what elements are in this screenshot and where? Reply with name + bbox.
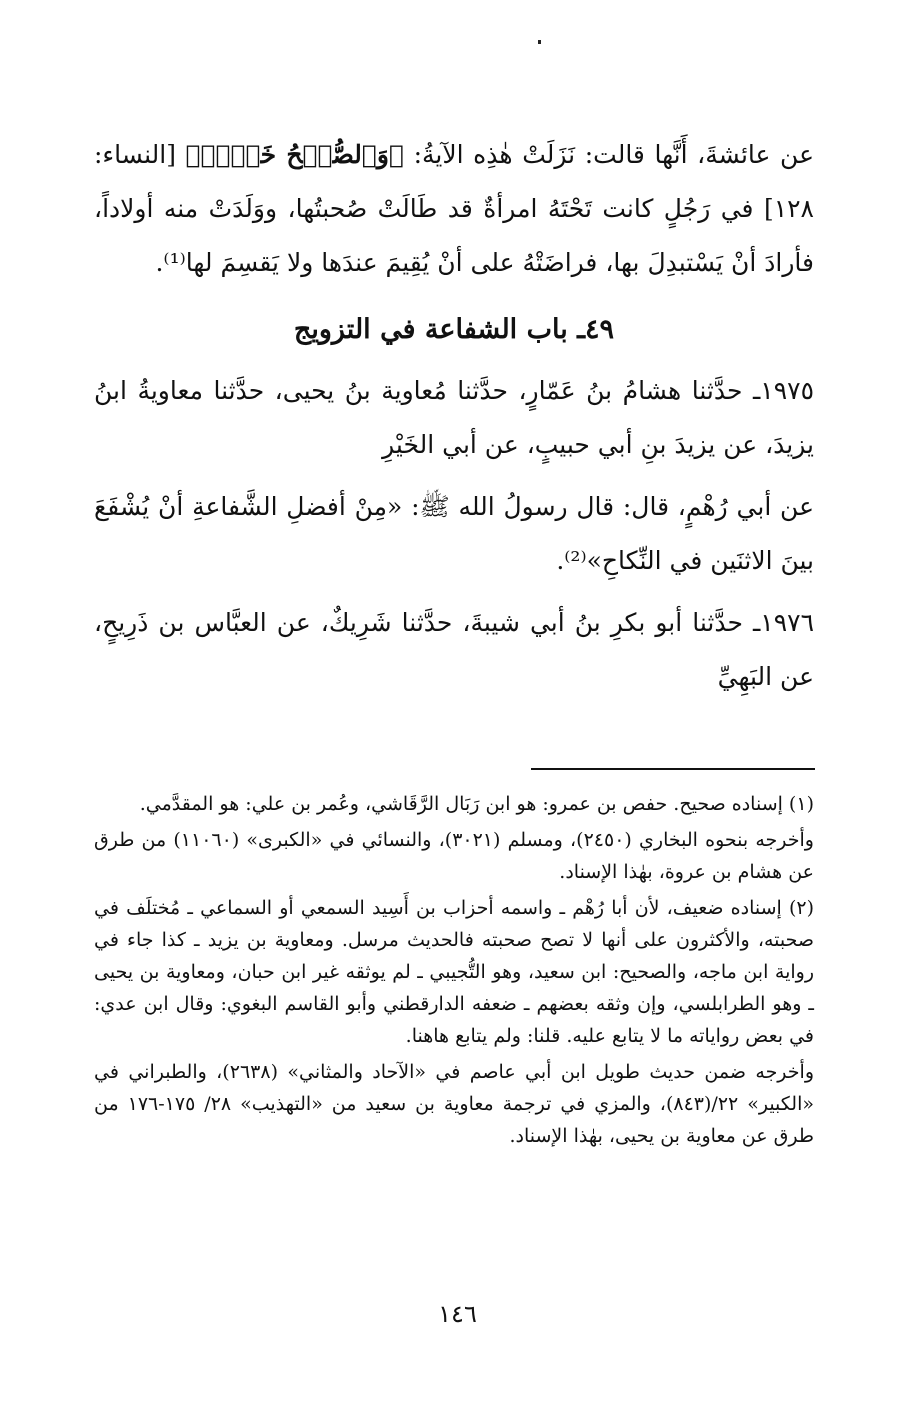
main-text — [94, 128, 814, 704]
top-mark — [538, 40, 541, 44]
footnote-1-continued: وأخرجه بنحوه البخاري (٢٤٥٠)، ومسلم (٣٠٢١)، والنسائي في «الكبرى» (١١٠٦٠) من طرق عن هشام بن عروة، بهٰذا الإسناد. — [94, 829, 814, 883]
page-number: ١٤٦ — [438, 1300, 477, 1328]
quran-verse: ﴿وَٱلصُّلۡحُ خَيۡرٞ﴾ — [185, 140, 404, 169]
section-heading: ٤٩ـ باب الشفاعة في التزويج — [293, 314, 615, 345]
paragraph-aisha — [94, 128, 814, 290]
footnote-2: (٢) إسناده ضعيف، لأن أبا رُهْم ـ واسمه أحزاب بن أَسِيد السمعي أو السماعي ـ مُختلَف في صحبته، والأكثرون على أنها لا تصح صحبته فالحديث مرسل. ومعاوية بن يزيد ـ كذا جاء في رواية ابن ماجه، والصحيح: ابن سعيد، وهو التُّجيبي ـ لم يوثقه غير ابن حبان، ومعاوية بن يحيى ـ وهو الطرابلسي، وإن وثقه بعضهم ـ ضعفه الدارقطني وأبو القاسم البغوي: وقال ابن عدي: في بعض رواياته ما لا يتابع عليه. قلنا: ولم يتابع هاهنا. — [94, 897, 814, 1047]
hadith-1976-isnad: ١٩٧٦ـ حدَّثنا أبو بكرِ بنُ أبي شيبةَ، حدَّثنا شَرِيكٌ، عن العبَّاس بن ذَرِيحٍ، عن البَهِيِّ — [94, 608, 814, 691]
footnotes — [94, 788, 814, 1156]
paragraph-aisha-intro: عن عائشةَ، أَنَّها قالت: نَزَلَتْ هٰذِه الآيةُ: — [403, 140, 814, 169]
footnote-1: (١) إسناده صحيح. حفص بن عمرو: هو ابن رَبَال الرَّقَاشي، وعُمر بن علي: هو المقدَّمي. — [139, 793, 814, 815]
hadith-1975-isnad: ١٩٧٥ـ حدَّثنا هشامُ بنُ عَمّارٍ، حدَّثنا مُعاوية بنُ يحيى، حدَّثنا معاويةُ ابنُ يزيدَ، عن يزيدَ بنِ أبي حبيبٍ، عن أبي الخَيْرِ — [94, 376, 814, 459]
hadith-1975-matn: عن أبي رُهْمٍ، قال: قال رسولُ الله ﷺ: «مِنْ أفضلِ الشَّفاعةِ أنْ يُشْفَعَ بينَ الاثنَين في النِّكاحِ»⁽²⁾. — [94, 492, 814, 575]
footnote-divider — [531, 768, 815, 770]
paragraph-aisha-rest: [النساء: ١٢٨] في رَجُلٍ كانت تَحْتَهُ امرأةٌ قد طَالَتْ صُحبتُها، ووَلَدَتْ منه أولاداً، فأرادَ أنْ يَسْتبدِلَ بها، فراضَتْهُ على أنْ يُقِيمَ عندَها ولا يَقسِمَ لها⁽¹⁾. — [94, 140, 814, 277]
footnote-2-continued: وأخرجه ضمن حديث طويل ابن أبي عاصم في «الآحاد والمثاني» (٢٦٣٨)، والطبراني في «الكبير» ٢٢/(٨٤٣)، والمزي في ترجمة معاوية بن سعيد من «التهذيب» ٢٨/ ١٧٥-١٧٦ من طرق عن معاوية بن يحيى، بهٰذا الإسناد. — [94, 1061, 814, 1147]
